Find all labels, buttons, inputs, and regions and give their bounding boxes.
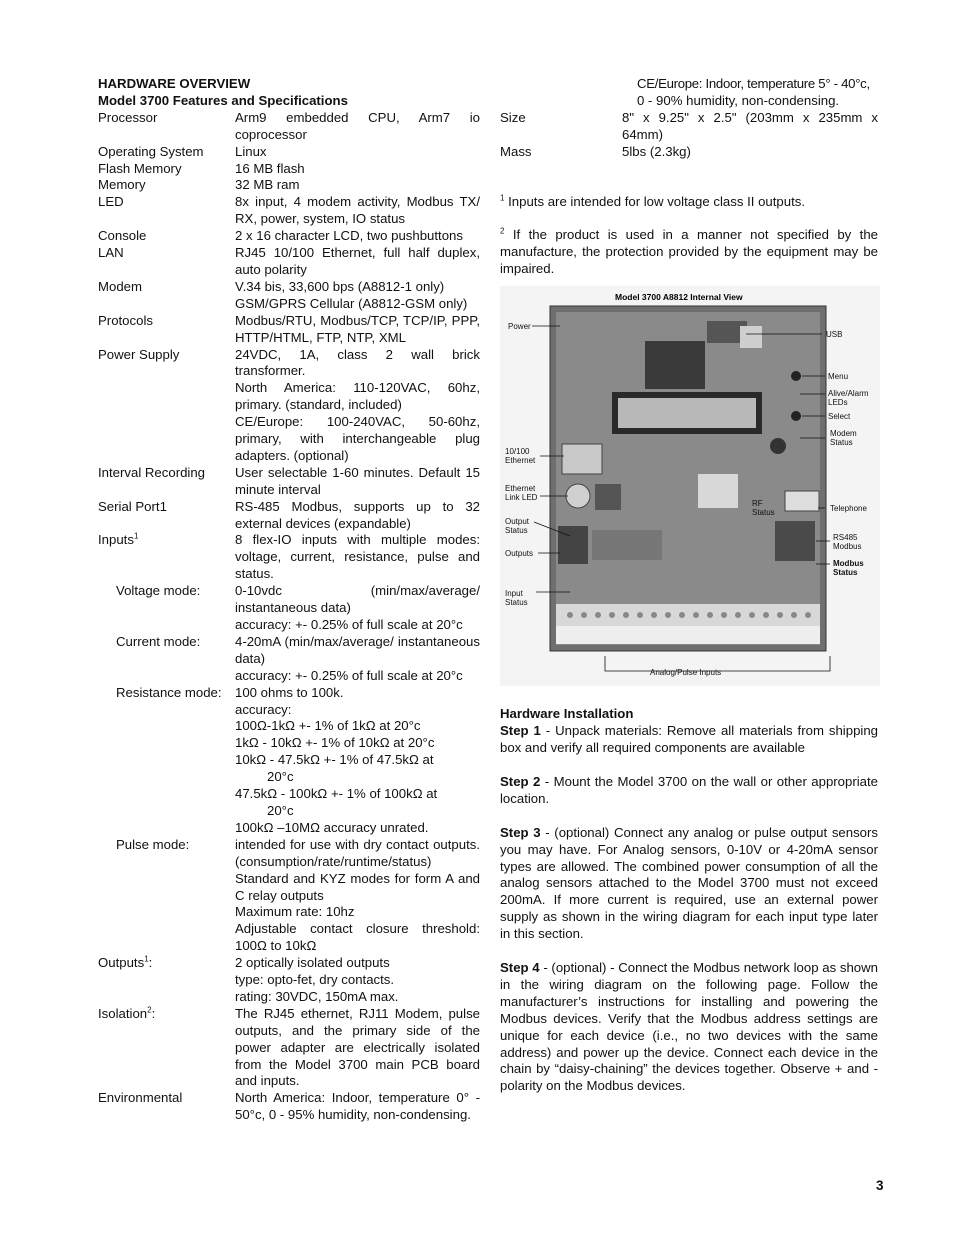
install-heading: Hardware Installation [500, 706, 634, 722]
spec-value: 20°c [267, 802, 294, 818]
spec-label: Resistance mode: [116, 684, 222, 700]
figure-label: Telephone [830, 504, 867, 514]
spec-label: Processor [98, 109, 158, 125]
spec-label: Console [98, 228, 147, 244]
spec-value: User selectable 1-60 minutes. Default 15 minute interval [235, 464, 480, 497]
spec-label: Serial Port1 [98, 498, 167, 514]
section-subheading: Model 3700 Features and Specifications [98, 92, 348, 108]
spec-label: Memory [98, 177, 146, 193]
spec-value: 100Ω-1kΩ +- 1% of 1kΩ at 20°c [235, 718, 421, 734]
spec-row [98, 499, 480, 533]
spec-label: Mass [500, 143, 532, 159]
spec-label: LED [98, 194, 124, 210]
spec-row [98, 313, 480, 347]
spec-row [98, 194, 480, 228]
spec-label: Isolation$^2$: [98, 1005, 156, 1021]
spec-value: 10kΩ - 47.5kΩ +- 1% of 47.5kΩ at [235, 752, 434, 768]
figure-label: Ethernet Link LED [505, 484, 538, 503]
install-step: Step 4 - (optional) - Connect the Modbus network loop as shown in the wiring diagram on the following page. Follow the manufacturer’s instructions for installing and powering the Modbus devices. Verify that the Modbus address settings are unique for each device (i.e., no two devices with the same address) and power up the device. Connect each device in the chain by “daisy-chaining” the devices together. Observe + and - polarity on the Modbus devices. [500, 960, 878, 1094]
figure-label: Output Status [505, 517, 530, 536]
figure-label: Modem Status [830, 429, 857, 448]
spec-value: Adjustable contact closure threshold: 100Ω to 10kΩ [235, 921, 480, 954]
figure-label: Power [508, 322, 531, 332]
spec-label: Modem [98, 278, 142, 294]
figure-title: Model 3700 A8812 Internal View [615, 292, 743, 303]
figure-label: Analog/Pulse Inputs [650, 668, 722, 678]
figure-label: Alive/Alarm LEDs [828, 389, 869, 408]
spec-value: CE/Europe: Indoor, temperature 5° - 40°c, [637, 76, 870, 91]
spec-value: RJ45 10/100 Ethernet, full half duplex, auto polarity [235, 245, 480, 277]
spec-value: intended for use with dry contact outputs. (consumption/rate/runtime/status) [235, 836, 480, 869]
figure-label: USB [826, 330, 843, 340]
install-steps [500, 723, 878, 1095]
spec-row [98, 685, 480, 837]
figure-label: RF Status [752, 499, 775, 518]
spec-row [98, 583, 480, 634]
spec-list [98, 110, 480, 1124]
spec-value: accuracy: +- 0.25% of full scale at 20°c [235, 617, 463, 632]
spec-value: 5lbs (2.3kg) [622, 143, 691, 159]
footnote-2: $^2$ If the product is used in a manner not specified by the manufacture, the protection provided by the equipment may be impaired. [500, 227, 878, 277]
spec-label: Outputs$^1$: [98, 954, 153, 971]
spec-value: 8x input, 4 modem activity, Modbus TX/ RX, power, system, IO status [235, 194, 480, 227]
spec-row-size [500, 110, 878, 144]
board-figure [500, 286, 880, 686]
spec-value: 47.5kΩ - 100kΩ +- 1% of 100kΩ at [235, 786, 438, 802]
spec-label: Inputs$^1$ [98, 532, 139, 548]
spec-value: rating: 30VDC, 150mA max. [235, 988, 399, 1004]
spec-label: Voltage mode: [116, 583, 201, 599]
spec-label: Environmental [98, 1090, 183, 1106]
spec-value: Arm9 embedded CPU, Arm7 io coprocessor [235, 109, 480, 142]
spec-label: Size [500, 109, 526, 125]
section-heading: HARDWARE OVERVIEW [98, 76, 251, 91]
spec-value: CE/Europe: 100-240VAC, 50-60hz, primary, with interchangeable plug adapters. (optional) [235, 414, 480, 463]
right-column [500, 76, 878, 1095]
spec-row [98, 837, 480, 955]
figure-label: Outputs [505, 549, 534, 559]
spec-row [98, 279, 480, 313]
footnote-1: $^1$ Inputs are intended for low voltage class II outputs. [500, 193, 806, 209]
spec-value: 16 MB flash [235, 160, 305, 176]
spec-value: Maximum rate: 10hz [235, 904, 355, 920]
spec-label: Operating System [98, 143, 204, 159]
spec-row [98, 1006, 480, 1091]
board-diagram [500, 286, 880, 686]
spec-value: 0 - 90% humidity, non-condensing. [637, 92, 840, 108]
figure-label: Select [828, 412, 851, 422]
spec-value: V.34 bis, 33,600 bps (A8812-1 only) [235, 278, 445, 294]
spec-value: 20°c [267, 769, 294, 785]
spec-row [98, 245, 480, 279]
spec-value: RS-485 Modbus, supports up to 32 external devices (expandable) [235, 498, 480, 531]
spec-row [98, 347, 480, 465]
spec-value: 4-20mA (min/max/average/ instantaneous data) [235, 633, 480, 666]
spec-label: Interval Recording [98, 464, 206, 480]
spec-row [98, 465, 480, 499]
figure-label: RS485 Modbus [833, 533, 862, 552]
spec-value: accuracy: +- 0.25% of full scale at 20°c [235, 667, 463, 683]
spec-label: Power Supply [98, 346, 180, 362]
spec-row-env-cont [500, 76, 878, 110]
spec-row [98, 228, 480, 245]
page-number: 3 [876, 1178, 884, 1193]
figure-label: Modbus Status [833, 559, 864, 578]
spec-value: 100 ohms to 100k. [235, 684, 344, 700]
spec-column [98, 76, 480, 1124]
spec-value: 8 flex-IO inputs with multiple modes: voltage, current, resistance, pulse and status. [235, 532, 480, 582]
install-step: Step 1 - Unpack materials: Remove all materials from shipping box and verify all required components are available [500, 723, 878, 755]
spec-value: Standard and KYZ modes for form A and C relay outputs [235, 870, 480, 903]
spec-row [98, 161, 480, 178]
spec-value: 100kΩ –10MΩ accuracy unrated. [235, 819, 429, 835]
spec-row [98, 1090, 480, 1124]
spec-value: Modbus/RTU, Modbus/TCP, TCP/IP, PPP, HTTP/HTML, FTP, NTP, XML [235, 312, 480, 345]
spec-value: GSM/GPRS Cellular (A8812-GSM only) [235, 295, 468, 311]
spec-value: type: opto-fet, dry contacts. [235, 972, 395, 988]
spec-row [98, 110, 480, 144]
install-step: Step 2 - Mount the Model 3700 on the wall or other appropriate location. [500, 773, 879, 806]
spec-value: North America: Indoor, temperature 0° - 50°c, 0 - 95% humidity, non-condensing. [235, 1090, 480, 1123]
spec-value: 0-10vdc (min/max/average/ instantaneous data) [235, 583, 480, 616]
spec-row [98, 177, 480, 194]
install-step: Step 3 - (optional) Connect any analog or pulse output sensors you may have. For Analog sensors, 0-10V or 4-20mA sensor types are allowed. The combined power consumption of all the analog sensors attached to the Model 3700 must not exceed 200mA. If more current is required, use an external power supply as shown in the wiring diagram for each input type later in this section. [500, 824, 878, 942]
spec-row [98, 955, 480, 1006]
spec-row [98, 634, 480, 685]
spec-label: Current mode: [116, 633, 201, 649]
spec-row-mass [500, 144, 878, 161]
figure-label: Menu [828, 372, 849, 382]
spec-label: Pulse mode: [116, 836, 190, 852]
spec-value: 1kΩ - 10kΩ +- 1% of 10kΩ at 20°c [235, 735, 435, 751]
spec-row [98, 532, 480, 583]
spec-label: Protocols [98, 312, 153, 328]
spec-value: North America: 110-120VAC, 60hz, primary. (standard, included) [235, 380, 480, 413]
figure-label: 10/100 Ethernet [505, 447, 536, 466]
spec-value: 32 MB ram [235, 177, 300, 193]
spec-row [98, 144, 480, 161]
spec-label: Flash Memory [98, 160, 182, 176]
spec-value: Linux [235, 143, 267, 159]
spec-value: 8" x 9.25" x 2.5" (203mm x 235mm x 64mm) [622, 109, 878, 142]
spec-value: The RJ45 ethernet, RJ11 Modem, pulse outputs, and the primary side of the power adapter are electrically isolated from the Model 3700 main PCB board and inputs. [235, 1005, 480, 1089]
spec-value: 2 x 16 character LCD, two pushbuttons [235, 228, 463, 244]
spec-label: LAN [98, 245, 124, 261]
spec-value: 24VDC, 1A, class 2 wall brick transformer. [235, 346, 480, 379]
spec-value: accuracy: [235, 701, 292, 717]
figure-label: Input Status [505, 589, 528, 608]
spec-value: 2 optically isolated outputs [235, 955, 390, 971]
